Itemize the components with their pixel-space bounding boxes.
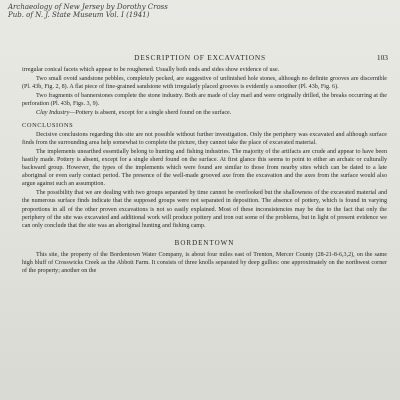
- bordentown-heading: BORDENTOWN: [174, 238, 235, 247]
- paragraph: The possibility that we are dealing with two groups separated by time cannot be overlooked but the shallowness of the excavated material and the numerous surface finds indicate that the supposed groups were not separated in deposition. The absence of pottery, which is found in varying proportions in all of the other proven excavations is not so easily explained. Most of these inconsistencies may be due to the fact that only the periphery of the site was excavated and additional work will produce pottery and iron out some of the problems, but in light of present evidence we can only conclude that the site was an aboriginal hunting and fishing camp.: [22, 190, 387, 229]
- paragraph: irregular conical facets which appear to be roughened. Usually both ends and sides show evidence of use.: [22, 67, 280, 73]
- paragraph: This site, the property of the Bordentown Water Company, is about four miles east of Trenton, Mercer County (28-21-8-6,3,2), on the same high bluff of Crosswicks Creek as the Abbott Farm. It consists of three knolls separated by deep gullies: one approximately on the northwest corner of the property; another on the: [22, 251, 387, 275]
- clay-industry-label: Clay Industry: [36, 110, 70, 117]
- paragraph: Decisive conclusions regarding this site are not possible without further investigation. Only the periphery was excavated and although surface finds from the surrounding area help somewhat to complete the picture, they cannot take the place of excavated material.: [22, 131, 387, 146]
- page-number: 103: [376, 53, 388, 62]
- running-head: [0, 53, 400, 63]
- handwritten-note-line: Pub. of N. J. State Museum Vol. I (1941): [8, 11, 150, 19]
- handwritten-note: [8, 3, 238, 19]
- clay-industry-paragraph: [22, 109, 387, 117]
- page-body: [22, 66, 387, 275]
- paragraph: Two small ovoid sandstone pebbles, completely pecked, are suggestive of unfinished hole stones, although no definite grooves are discernible (Pl. 43b, Fig. 2, 8). A flat piece of fine-grained sandstone with irregularly placed grooves is evidently a smoother (Pl. 43b, Fig. 6).: [22, 76, 387, 91]
- paragraph: The implements unearthed essentially belong to hunting and fishing industries. The majority of the artifacts are crude and appear to have been hastily made. Pottery is absent, except for a single sherd found on the surface. At first glance this seems to point to either an archaic or culturally backward group. However, the types of the implements which were found are similar to those from nearby sites which can be dated to a late aboriginal or even early contact period. The presence of the well-made grooved axe from the excavation and the axes from the surface would also argue against such an assumption.: [22, 148, 387, 188]
- clay-industry-text: —Pottery is absent, except for a single sherd found on the surface.: [69, 110, 232, 117]
- paragraph: Two fragments of bannerstones complete the stone industry. Both are made of clay marl and were originally drilled, the breaks occurring at the perforation (Pl. 43b, Figs. 3, 9).: [22, 93, 387, 108]
- conclusions-heading: CONCLUSIONS: [22, 121, 74, 129]
- handwritten-note-line: Archaeology of New Jersey by Dorothy Cross: [8, 3, 168, 11]
- running-head-title: DESCRIPTION OF EXCAVATIONS: [134, 53, 266, 62]
